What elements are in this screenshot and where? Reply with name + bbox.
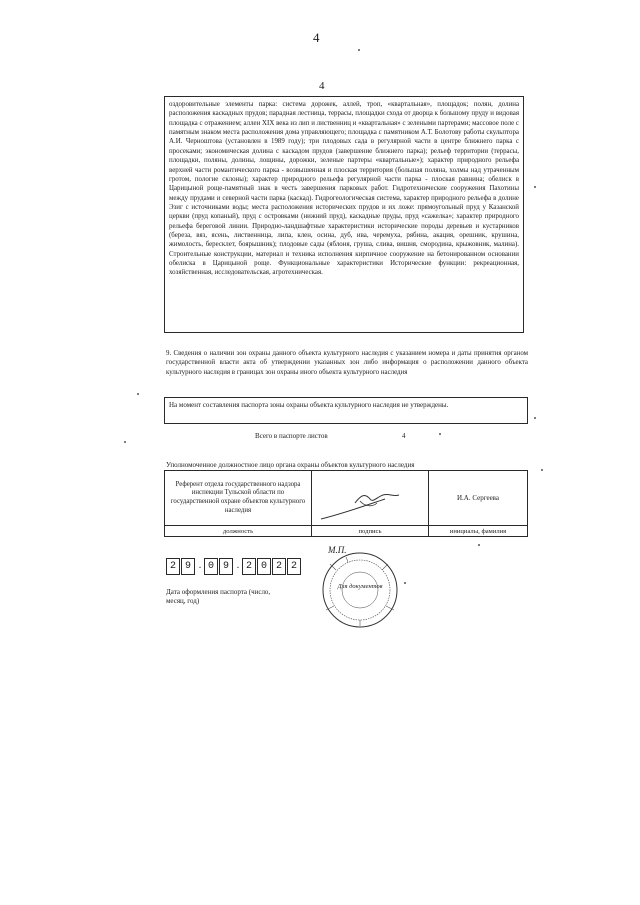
- section-9-answer: На момент составления паспорта зоны охраны объекта культурного наследия не утверждены.: [169, 401, 449, 409]
- date-day-digit: 9: [181, 558, 195, 575]
- date-month-digit: 9: [219, 558, 233, 575]
- date-day-digit: 2: [166, 558, 180, 575]
- date-boxes: [166, 555, 302, 571]
- position-cell: Референт отдела государственного надзора инспекции Тульской области по государственной охране объектов культурного наследия: [165, 471, 312, 526]
- signature-scribble: [315, 473, 419, 523]
- caption-position: должность: [165, 526, 312, 537]
- date-month-digit: 0: [204, 558, 218, 575]
- section-9-text: 9. Сведения о наличии зон охраны данного объекта культурного наследия с указанием номера и даты принятия органом государственной власти акта об утверждении указанных зон либо информация о расположении данного объекта культурного наследия в границах зон охраны иного объекта культурного наследия: [166, 350, 528, 376]
- signature-table: [164, 470, 528, 537]
- total-sheets-label: Всего в паспорте листов: [255, 432, 328, 440]
- date-label: Дата оформления паспорта (число, месяц, год): [166, 588, 271, 605]
- section-9: [166, 349, 528, 377]
- date-separator: .: [198, 560, 202, 571]
- date-year-digit: 2: [287, 558, 301, 575]
- official-label: Уполномоченное должностное лицо органа охраны объектов культурного наследия: [166, 461, 415, 469]
- date-year-digit: 2: [272, 558, 286, 575]
- caption-name: инициалы, фамилия: [429, 526, 528, 537]
- date-separator: .: [236, 560, 240, 571]
- date-year-digit: 0: [257, 558, 271, 575]
- stamp-mp: М.П.: [328, 545, 347, 555]
- description-text: оздоровительные элементы парка: система дорожек, аллей, троп, «квартальная», площадок; полян, долина расположения каскадных прудов; парадная лестница, террасы, площадки схода от дворца к большому пруду и видовая площадка с отражением; аллеи XIX века из лип и лиственниц и «квартальная» с зелеными партерами; массовое поле с памятным знаком места расположения дома управляющего; площадка с памятником А.Т. Болотову работы скульптора А.И. Черноштова (установлен в 1989 году); три плодовых сада в регулярной части в центре ближнего парка с просеками; экономическая долина с каскадом прудов (завершение ближнего парка); рельеф территории (террасы, площадки, поляны, долины, лощины, дорожки, зеленые партеры «квартальные»); характер природного рельефа верхней части романтического парка - возвышенная и плоская территория (большая поляна, холмы над утраченным гротом, пологие склоны); характер природного рельефа регулярной части парка - плоская равнина; обелиск в Царицыной роще-памятный знак в честь завершения парковых работ. Гидротехнические сооружения Пахотины между прудами и северной части парка (каскад). Гидрогеологическая система, характер природного рельефа в долине Эзиг с источниками воды; места расположения исторических прудов и их ложе: прямоугольный пруд у Казанской церкви (пруд копаный), пруд с островками (нижний пруд), каскадные пруды, пруд «сажелка»; характер природного рельефа береговой линии. Природно-ландшафтные характеристики исторические породы деревьев и кустарников (береза, вяз, ясень, лиственница, липа, клен, осина, дуб, ива, черемуха, рябина, акация, орешник, крушина, жимолость, бересклет, боярышник); плодовые сады (яблоня, груша, слива, вишня, смородина, крыжовник, малина). Строительные конструкции, материал и техника исполнения кирпичное сооружение на бетонированном основании обелиска в Царицыной роще. Функциональные характеристики Исторические функции: рекреационная, хозяйственная, исследовательская, агротехническая.: [169, 101, 519, 277]
- stamp-center-text: Для документов: [337, 583, 383, 590]
- name-cell: И.А. Сергеева: [429, 471, 528, 526]
- signature-cell: [312, 471, 429, 526]
- description-box: [164, 96, 524, 333]
- date-year-digit: 2: [242, 558, 256, 575]
- caption-signature: подпись: [312, 526, 429, 537]
- official-stamp: [290, 540, 420, 630]
- total-sheets-value: 4: [402, 432, 406, 440]
- section-9-answer-box: [164, 397, 528, 424]
- page-number-inner: 4: [319, 80, 325, 92]
- page-number-top: 4: [313, 30, 320, 45]
